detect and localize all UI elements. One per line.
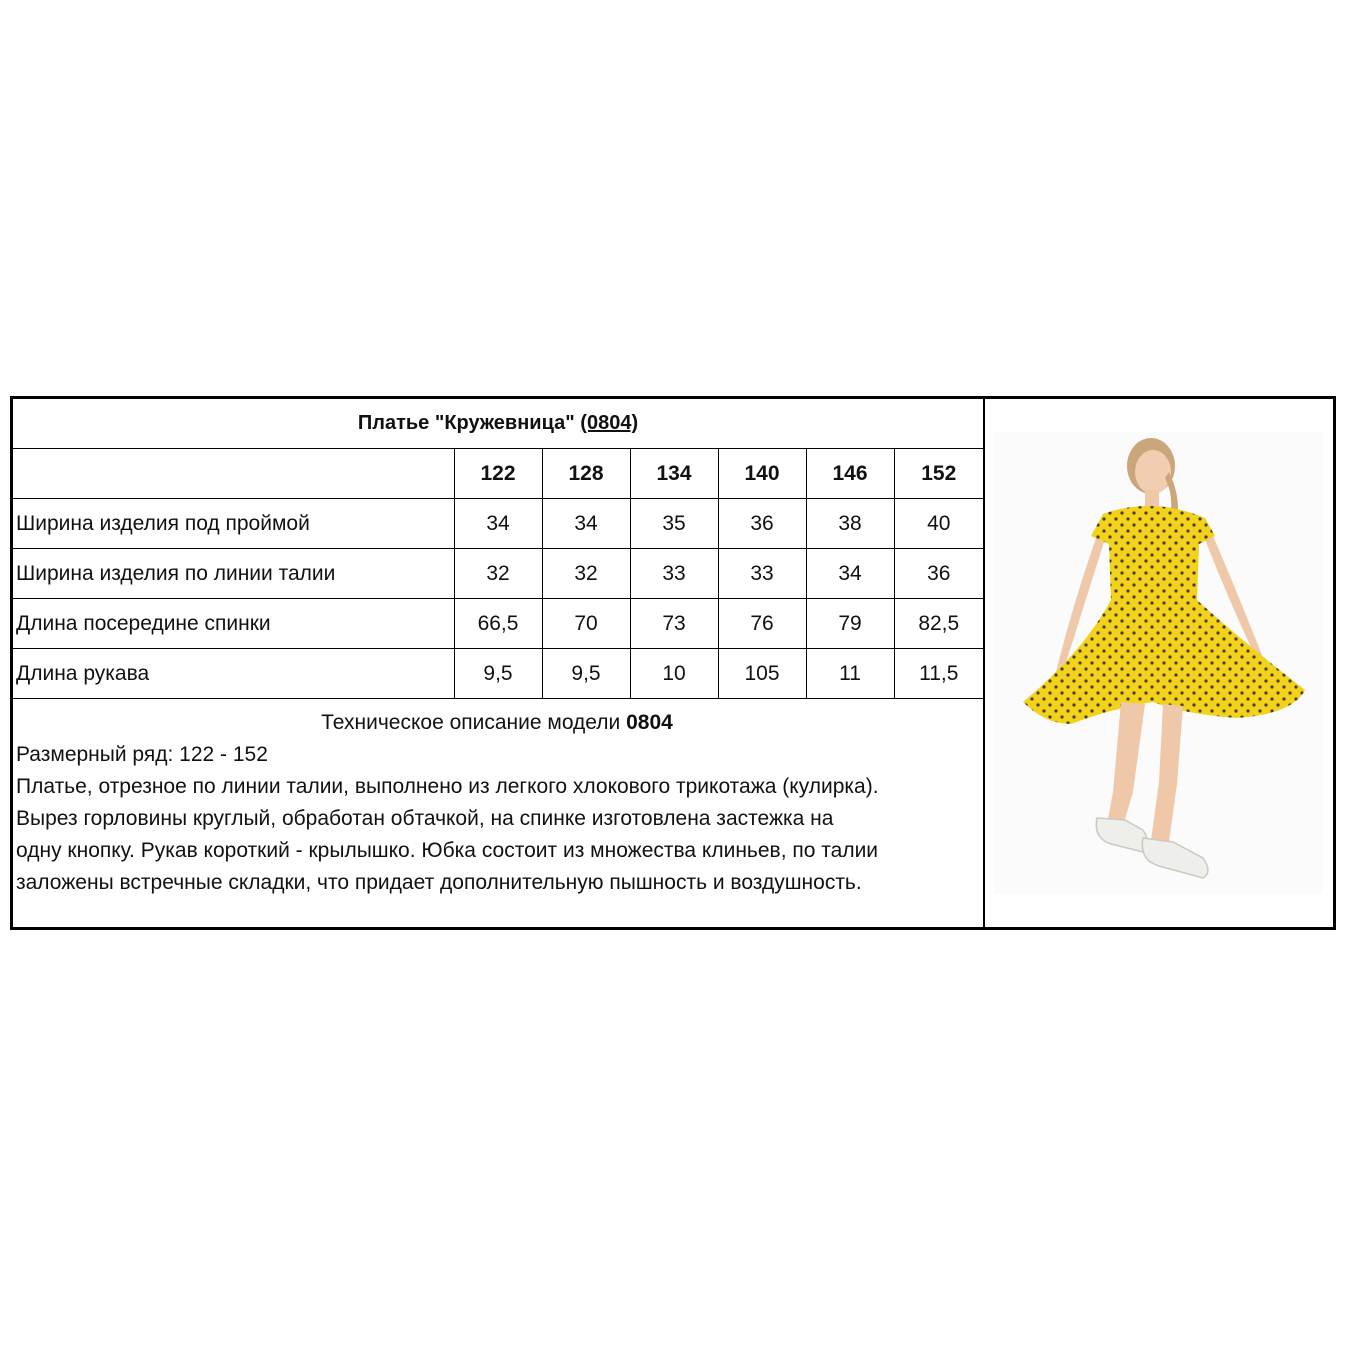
technical-description bbox=[16, 707, 978, 899]
description-line: одну кнопку. Рукав короткий - крылышко. Юбка состоит из множества клиньев, по талии bbox=[16, 839, 879, 862]
table-cell: 9,5 bbox=[454, 649, 542, 699]
table-cell: 66,5 bbox=[454, 599, 542, 649]
description-line: Вырез горловины круглый, обработан обтачкой, на спинке изготовлена застежка на bbox=[16, 807, 834, 830]
product-photo bbox=[993, 432, 1323, 894]
size-header: 128 bbox=[542, 449, 630, 499]
table-cell: 32 bbox=[454, 549, 542, 599]
table-cell: 9,5 bbox=[542, 649, 630, 699]
size-header: 134 bbox=[630, 449, 718, 499]
product-code: (0804) bbox=[580, 412, 639, 434]
row-label: Длина посередине спинки bbox=[13, 599, 454, 649]
row-label: Ширина изделия по линии талии bbox=[13, 549, 454, 599]
table-cell: 40 bbox=[894, 499, 983, 549]
face bbox=[1135, 450, 1171, 494]
table-cell: 36 bbox=[718, 499, 806, 549]
header-empty-cell bbox=[13, 449, 454, 499]
column-divider bbox=[983, 399, 985, 927]
row-label: Ширина изделия под проймой bbox=[13, 499, 454, 549]
table-cell: 36 bbox=[894, 549, 983, 599]
table-cell: 34 bbox=[806, 549, 894, 599]
table-cell: 33 bbox=[718, 549, 806, 599]
table-cell: 10 bbox=[630, 649, 718, 699]
table-cell: 79 bbox=[806, 599, 894, 649]
table-cell: 32 bbox=[542, 549, 630, 599]
size-range: Размерный ряд: 122 - 152 bbox=[16, 743, 268, 766]
size-header-row bbox=[13, 449, 983, 499]
table-cell: 33 bbox=[630, 549, 718, 599]
size-header: 122 bbox=[454, 449, 542, 499]
table-cell: 35 bbox=[630, 499, 718, 549]
product-name: Платье "Кружевница" bbox=[357, 412, 575, 434]
table-cell: 73 bbox=[630, 599, 718, 649]
size-chart-card bbox=[10, 396, 1336, 930]
title-row bbox=[13, 399, 983, 449]
table-cell: 34 bbox=[542, 499, 630, 549]
table-cell: 105 bbox=[718, 649, 806, 699]
table-cell: 11 bbox=[806, 649, 894, 699]
table-cell: 11,5 bbox=[894, 649, 983, 699]
description-line: заложены встречные складки, что придает дополнительную пышность и воздушность. bbox=[16, 871, 862, 894]
table-row bbox=[13, 499, 983, 549]
table-cell: 70 bbox=[542, 599, 630, 649]
description-line: Платье, отрезное по линии талии, выполнено из легкого хлокового трикотажа (кулирка). bbox=[16, 775, 879, 798]
size-header: 152 bbox=[894, 449, 983, 499]
size-header: 140 bbox=[718, 449, 806, 499]
size-header: 146 bbox=[806, 449, 894, 499]
description-heading bbox=[16, 707, 978, 739]
description-heading-code: 0804 bbox=[626, 711, 673, 734]
table-row bbox=[13, 649, 983, 699]
table-cell: 82,5 bbox=[894, 599, 983, 649]
product-title bbox=[13, 399, 983, 449]
table-row bbox=[13, 599, 983, 649]
table-cell: 38 bbox=[806, 499, 894, 549]
table-cell: 76 bbox=[718, 599, 806, 649]
table-cell: 34 bbox=[454, 499, 542, 549]
size-table bbox=[13, 399, 983, 699]
description-heading-text: Техническое описание модели bbox=[321, 711, 621, 734]
row-label: Длина рукава bbox=[13, 649, 454, 699]
table-row bbox=[13, 549, 983, 599]
